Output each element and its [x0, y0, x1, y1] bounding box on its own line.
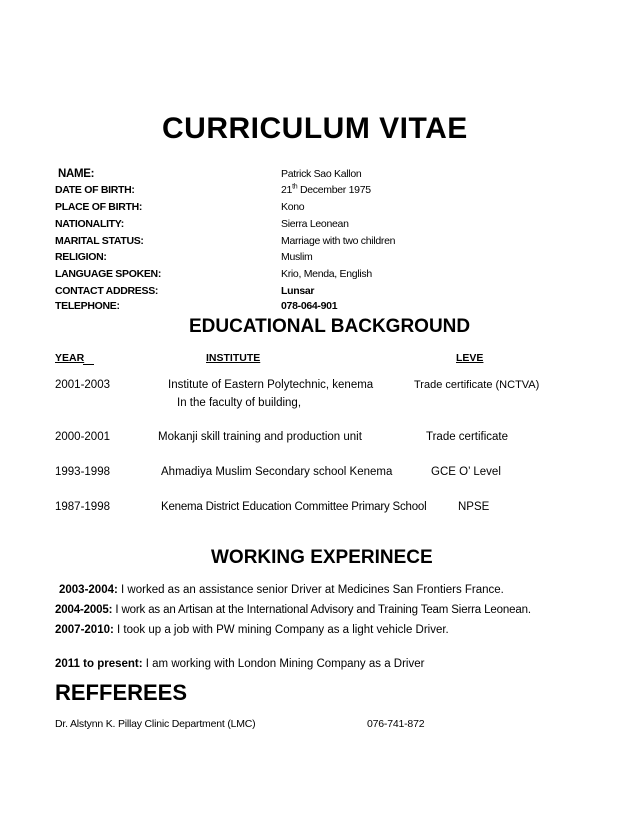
work-item: 2007-2010: I took up a job with PW mining Company as a light vehicle Driver.	[55, 624, 449, 636]
work-item: 2003-2004: I worked as an assistance senior Driver at Medicines San Frontiers France.	[59, 584, 504, 596]
edu-institute: Kenema District Education Committee Primary School	[161, 501, 427, 513]
edu-level: NPSE	[458, 501, 490, 513]
pob-label: PLACE OF BIRTH:	[55, 201, 143, 213]
edu-year: 1987-1998	[55, 501, 110, 513]
dob-label: DATE OF BIRTH:	[55, 184, 135, 196]
religion-label: RELIGION:	[55, 251, 107, 263]
edu-year: 1993-1998	[55, 466, 110, 478]
telephone-label: TELEPHONE:	[55, 300, 120, 312]
work-heading: WORKING EXPERINECE	[211, 547, 433, 568]
marital-label: MARITAL STATUS:	[55, 235, 144, 247]
referee-phone: 076-741-872	[367, 718, 425, 730]
work-item: 2011 to present: I am working with London Mining Company as a Driver	[55, 658, 425, 670]
address-value: Lunsar	[281, 285, 315, 297]
nationality-value: Sierra Leonean	[281, 218, 349, 230]
address-label: CONTACT ADDRESS:	[55, 285, 159, 297]
edu-level: Trade certificate (NCTVA)	[414, 379, 540, 391]
name-value: Patrick Sao Kallon	[281, 168, 362, 180]
edu-institute: Mokanji skill training and production unit	[158, 431, 362, 443]
language-value: Krio, Menda, English	[281, 268, 372, 280]
name-label: NAME:	[58, 168, 95, 180]
edu-level: GCE O’ Level	[431, 466, 501, 478]
edu-institute-line2: In the faculty of building,	[177, 397, 302, 409]
nationality-label: NATIONALITY:	[55, 218, 124, 230]
education-heading: EDUCATIONAL BACKGROUND	[189, 316, 471, 337]
edu-year: 2001-2003	[55, 379, 110, 391]
telephone-value: 078-064-901	[281, 300, 338, 312]
referees-heading: REFFEREES	[55, 680, 188, 705]
work-item: 2004-2005: I work as an Artisan at the International Advisory and Training Team Sierra Leonean.	[55, 604, 531, 616]
edu-institute: Institute of Eastern Polytechnic, kenema	[168, 379, 374, 391]
column-year: YEAR	[55, 352, 85, 364]
language-label: LANGUAGE SPOKEN:	[55, 268, 162, 280]
column-level: LEVE	[456, 352, 484, 364]
referee-name: Dr. Alstynn K. Pillay Clinic Department (LMC)	[55, 718, 256, 730]
religion-value: Muslim	[281, 251, 313, 263]
edu-institute: Ahmadiya Muslim Secondary school Kenema	[161, 466, 393, 478]
dob-value: 21th December 1975	[281, 183, 371, 196]
page-title: CURRICULUM VITAE	[162, 112, 468, 145]
marital-value: Marriage with two children	[281, 235, 396, 247]
column-institute: INSTITUTE	[206, 352, 261, 364]
column-year-underline-extension	[83, 364, 94, 365]
edu-level: Trade certificate	[426, 431, 509, 443]
edu-year: 2000-2001	[55, 431, 110, 443]
pob-value: Kono	[281, 201, 305, 213]
